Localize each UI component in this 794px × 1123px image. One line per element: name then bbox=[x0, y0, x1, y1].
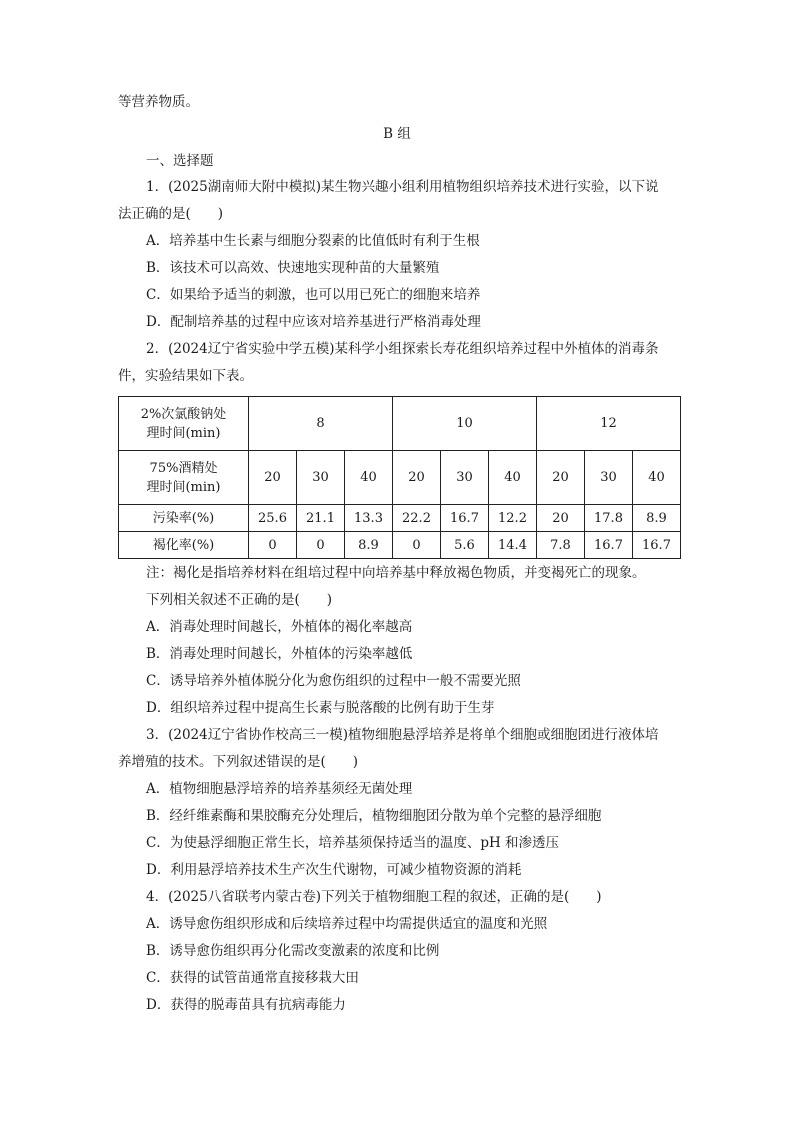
pollution-rate-value: 17.8 bbox=[585, 505, 633, 532]
q4-option-b: B．诱导愈伤组织再分化需改变激素的浓度和比例 bbox=[146, 943, 440, 959]
q1-stem-line2: 法正确的是( ) bbox=[118, 206, 224, 222]
pollution-rate-value: 21.1 bbox=[297, 505, 345, 532]
naclo-time-value: 12 bbox=[537, 397, 681, 451]
q1-option-b: B．该技术可以高效、快速地实现种苗的大量繁殖 bbox=[146, 260, 440, 276]
q4-option-c: C．获得的试管苗通常直接移栽大田 bbox=[146, 970, 359, 986]
browning-rate-value: 0 bbox=[393, 532, 441, 559]
q2-option-d: D．组织培养过程中提高生长素与脱落酸的比例有助于生芽 bbox=[146, 700, 495, 716]
naclo-time-label-line1: 2%次氯酸钠处 bbox=[140, 406, 227, 422]
experiment-table bbox=[118, 396, 681, 559]
browning-rate-value: 0 bbox=[297, 532, 345, 559]
q1-option-a: A．培养基中生长素与细胞分裂素的比值低时有利于生根 bbox=[146, 233, 480, 249]
q2-option-a: A．消毒处理时间越长，外植体的褐化率越高 bbox=[146, 619, 413, 635]
ethanol-time-value: 40 bbox=[345, 451, 393, 505]
ethanol-time-value: 20 bbox=[537, 451, 585, 505]
naclo-time-value: 10 bbox=[393, 397, 537, 451]
pollution-rate-value: 20 bbox=[537, 505, 585, 532]
browning-rate-value: 8.9 bbox=[345, 532, 393, 559]
ethanol-time-value: 20 bbox=[393, 451, 441, 505]
pollution-rate-value: 16.7 bbox=[441, 505, 489, 532]
table-row-ethanol bbox=[119, 451, 681, 505]
intro-tail: 等营养物质。 bbox=[118, 94, 199, 110]
q2-question-stem: 下列相关叙述不正确的是( ) bbox=[146, 592, 333, 608]
q3-option-a: A．植物细胞悬浮培养的培养基须经无菌处理 bbox=[146, 781, 413, 797]
q3-option-b: B．经纤维素酶和果胶酶充分处理后，植物细胞团分散为单个完整的悬浮细胞 bbox=[146, 808, 602, 824]
browning-rate-label: 褐化率(%) bbox=[119, 532, 249, 559]
ethanol-time-label-line1: 75%酒精处 bbox=[149, 460, 218, 476]
pollution-rate-label: 污染率(%) bbox=[119, 505, 249, 532]
pollution-rate-value: 12.2 bbox=[489, 505, 537, 532]
browning-rate-value: 7.8 bbox=[537, 532, 585, 559]
pollution-rate-value: 22.2 bbox=[393, 505, 441, 532]
pollution-rate-value: 25.6 bbox=[249, 505, 297, 532]
browning-rate-value: 16.7 bbox=[585, 532, 633, 559]
q4-stem-line1: 4．(2025八省联考内蒙古卷)下列关于植物细胞工程的叙述，正确的是( ) bbox=[146, 889, 602, 905]
q2-table-note: 注：褐化是指培养材料在组培过程中向培养基中释放褐色物质，并变褐死亡的现象。 bbox=[146, 565, 646, 581]
q1-option-c: C．如果给予适当的刺激，也可以用已死亡的细胞来培养 bbox=[146, 287, 481, 303]
table-row-pollution bbox=[119, 505, 681, 532]
ethanol-time-value: 30 bbox=[585, 451, 633, 505]
q1-option-d: D．配制培养基的过程中应该对培养基进行严格消毒处理 bbox=[146, 314, 481, 330]
pollution-rate-value: 13.3 bbox=[345, 505, 393, 532]
table-row-browning bbox=[119, 532, 681, 559]
naclo-time-label-line2: 理时间(min) bbox=[146, 425, 221, 441]
ethanol-time-value: 40 bbox=[633, 451, 681, 505]
ethanol-time-value: 30 bbox=[441, 451, 489, 505]
table-row-naclo bbox=[119, 397, 681, 451]
ethanol-time-value: 40 bbox=[489, 451, 537, 505]
pollution-rate-value: 8.9 bbox=[633, 505, 681, 532]
browning-rate-value: 5.6 bbox=[441, 532, 489, 559]
q2-stem-line2: 件，实验结果如下表。 bbox=[118, 368, 253, 384]
browning-rate-value: 16.7 bbox=[633, 532, 681, 559]
section-title: 一、选择题 bbox=[146, 153, 214, 169]
group-title: B 组 bbox=[383, 126, 411, 142]
q4-option-a: A．诱导愈伤组织形成和后续培养过程中均需提供适宜的温度和光照 bbox=[146, 916, 548, 932]
browning-rate-value: 14.4 bbox=[489, 532, 537, 559]
ethanol-time-label-line2: 理时间(min) bbox=[146, 479, 221, 495]
q3-option-c: C．为使悬浮细胞正常生长，培养基须保持适当的温度、pH 和渗透压 bbox=[146, 835, 560, 851]
q3-option-d: D．利用悬浮培养技术生产次生代谢物，可减少植物资源的消耗 bbox=[146, 862, 522, 878]
browning-rate-value: 0 bbox=[249, 532, 297, 559]
naclo-time-value: 8 bbox=[249, 397, 393, 451]
q4-option-d: D．获得的脱毒苗具有抗病毒能力 bbox=[146, 997, 346, 1013]
q3-stem-line1: 3．(2024辽宁省协作校高三一模)植物细胞悬浮培养是将单个细胞或细胞团进行液体培 bbox=[146, 727, 659, 743]
q2-option-b: B．消毒处理时间越长，外植体的污染率越低 bbox=[146, 646, 413, 662]
ethanol-time-value: 30 bbox=[297, 451, 345, 505]
naclo-time-label bbox=[119, 397, 249, 451]
ethanol-time-label bbox=[119, 451, 249, 505]
q2-option-c: C．诱导培养外植体脱分化为愈伤组织的过程中一般不需要光照 bbox=[146, 673, 521, 689]
ethanol-time-value: 20 bbox=[249, 451, 297, 505]
q1-stem-line1: 1．(2025湖南师大附中模拟)某生物兴趣小组利用植物组织培养技术进行实验，以下说 bbox=[146, 179, 659, 195]
q2-stem-line1: 2．(2024辽宁省实验中学五模)某科学小组探索长寿花组织培养过程中外植体的消毒条 bbox=[146, 341, 659, 357]
q3-stem-line2: 养增殖的技术。下列叙述错误的是( ) bbox=[118, 754, 359, 770]
